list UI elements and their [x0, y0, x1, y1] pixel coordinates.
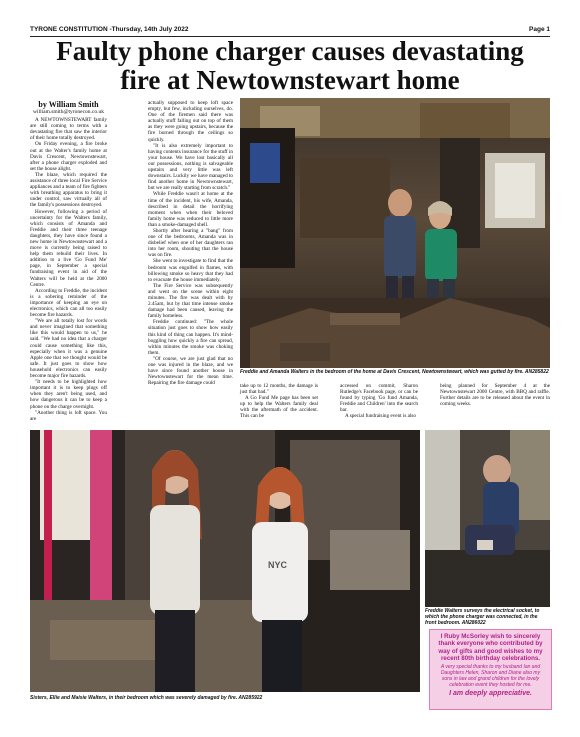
author-name: by William Smith: [38, 100, 99, 109]
paragraph: The Fire Service was subsequently and went on the scene within eight minutes. The fire was dealt with by 2.45am, but by that time intense smoke damage had been caused, leaving the family homeless.: [148, 282, 233, 320]
paragraph: The blaze, which required the assistance of three local Fire Service appliances and a team of fire fighters with breathing apparatus to bring it under control, saw virtually all of the family's possessions destroyed.: [30, 171, 107, 209]
headline-line-2: fire at Newtownstewart home: [120, 65, 460, 95]
article-column-4: [340, 383, 418, 420]
paragraph: "It is also extremely important to having contents insurance for the stuff in your house. We have lost basically all our possessions, nothing is salvageable upstairs and very little was left downstairs. Luckily we have managed to find another home in Newtownstewart, but we are really starting from scratch.": [148, 142, 233, 192]
article-column-3: [240, 383, 318, 420]
paragraph: According to Freddie, the incident is a sobering reminder of the importance of keeping an eye on electronics, which can all too easily become fire hazards.: [30, 287, 107, 319]
page-header: [30, 26, 550, 36]
article-column-5: [440, 383, 550, 407]
paragraph: A Go Fund Me page has been set up to help the Walters family deal with the aftermath of the accident. This can be: [240, 395, 318, 420]
paragraph: accessed on commit, Sharon Rutledge's Facebook page, or can be found by typing 'Go fund Amanda, Freddie and Children' into the search bar.: [340, 383, 418, 414]
headline: [24, 37, 556, 95]
paragraph: being planned for September 4 at the Newtownstewart 2000 Centre, with BBQ and raffle. Further details are to be released about the event in coming weeks.: [440, 383, 550, 408]
photo-electrical-socket: [425, 430, 550, 607]
paragraph: "It needs to be highlighted how important it is to keep plugs off when they aren't being used, and how dangerous it can be to keep a phone on the charge overnight.: [30, 379, 107, 410]
photo-parents-in-bedroom: [240, 98, 550, 368]
sisters-bedroom-image: [30, 430, 420, 692]
advert-headline: I Ruby McSorley wish to sincerely thank everyone who contributed by way of gifts and good wishes to my recent 80th birthday celebrations.: [438, 633, 543, 663]
paragraph: "Another thing is loft space. You are: [30, 409, 107, 422]
paragraph: Freddie continued: "The whole situation just goes to show how easily this kind of thing can happen. It's mind-boggling how quickly a fire can spread, within minutes the smoke was choking them.: [148, 319, 233, 356]
article-column-1: [30, 100, 107, 422]
photo-caption: Freddie Walters surveys the electrical socket, to which the phone charger was connected, in the front bedroom. AN286022: [425, 608, 540, 626]
burnt-bedroom-image: [240, 98, 550, 368]
svg-text:NYC: NYC: [268, 560, 288, 570]
photo-caption: Freddie and Amanda Walters in the bedroom of the home at Davis Crescent, Newtownstewart, which was gutted by fire. AN285822: [240, 369, 549, 375]
advert-closing: I am deeply appreciative.: [449, 689, 532, 697]
paragraph: actually supposed to keep loft space empty, but few, including ourselves, do. One of the firemen said there was actually stuff falling out on top of them as they were going upstairs, because the fire burned through the ceilings so quickly.: [148, 100, 233, 143]
paragraph: take up to 12 months, the damage is just that bad.": [240, 383, 318, 396]
photo-caption: Sisters, Ellie and Maisie Walters, in their bedroom which was severely damaged by fire. AN285922: [30, 695, 263, 701]
paragraph: However, following a period of uncertainty for the Walters family, which consists of Amanda and Freddie and their three teenage daughters, they have since found a new home in Newtownstewart and a move is currently being raised to help them rebuild their lives. In addition to a live 'Go Fund Me' page, in September a special fundraising event in aid of the Walters will be held at the 2000 Centre.: [30, 208, 107, 288]
author-email: william.smith@tyronecon.co.uk: [33, 109, 104, 115]
article-column-2: [148, 100, 233, 386]
paragraph: A special fundraising event is also: [345, 413, 417, 420]
paragraph: A NEWTOWNSTEWART family are still coming to terms with a devastating fire that saw the interior of their home totally destroyed.: [30, 117, 107, 142]
birthday-thank-you-advert: [429, 629, 552, 710]
byline: [30, 100, 107, 115]
paragraph: She went to investigate to find that the bedroom was engulfed in flames, with billowing smoke so heavy that they had to evacuate the house immediately.: [148, 258, 233, 283]
publication-date: TYRONE CONSTITUTION -Thursday, 14th July 2022: [30, 26, 189, 33]
paragraph: "Of course, we are just glad that no one was injured in the blaze, and we have since found another house in Newtownstewart for the mean time. Repairing the fire damage could: [148, 355, 233, 387]
page-number: Page 1: [529, 26, 550, 33]
headline-line-1: Faulty phone charger causes devastating: [56, 36, 524, 66]
paragraph: While Freddie wasn't at home at the time of the incident, his wife, Amanda, described in detail the horrifying moment when when their beloved family home was reduced to little more than a smoke-damaged shell.: [148, 191, 233, 228]
photo-sisters-in-bedroom: [30, 430, 420, 692]
socket-inspection-image: [425, 430, 550, 607]
paragraph: Shortly after hearing a "bang" from one of the bedrooms, Amanda was in disbelief when one of her daughters ran into her room, shouting that the house was on fire.: [148, 227, 233, 259]
paragraph: "We are all totally lost for words and never imagined that something like this would happen to us," he said. "We had no idea that a charger could cause something like this, especially when it was a genuine Apple one that we thought would be safe. It just goes to show how household electronics can easily become major fire hazards.: [30, 318, 107, 380]
paragraph: On Friday evening, a fire broke out at the Walter's family home at Davis Crescent, Newtownstewart, after a phone charger exploded and set the house alight.: [30, 141, 107, 172]
advert-body: A very special thanks to my husband Ian and Daughters Helen, Sharon and Diane also my sons in law and grand children for the lovely celebration event they hosted for me.: [440, 663, 541, 688]
